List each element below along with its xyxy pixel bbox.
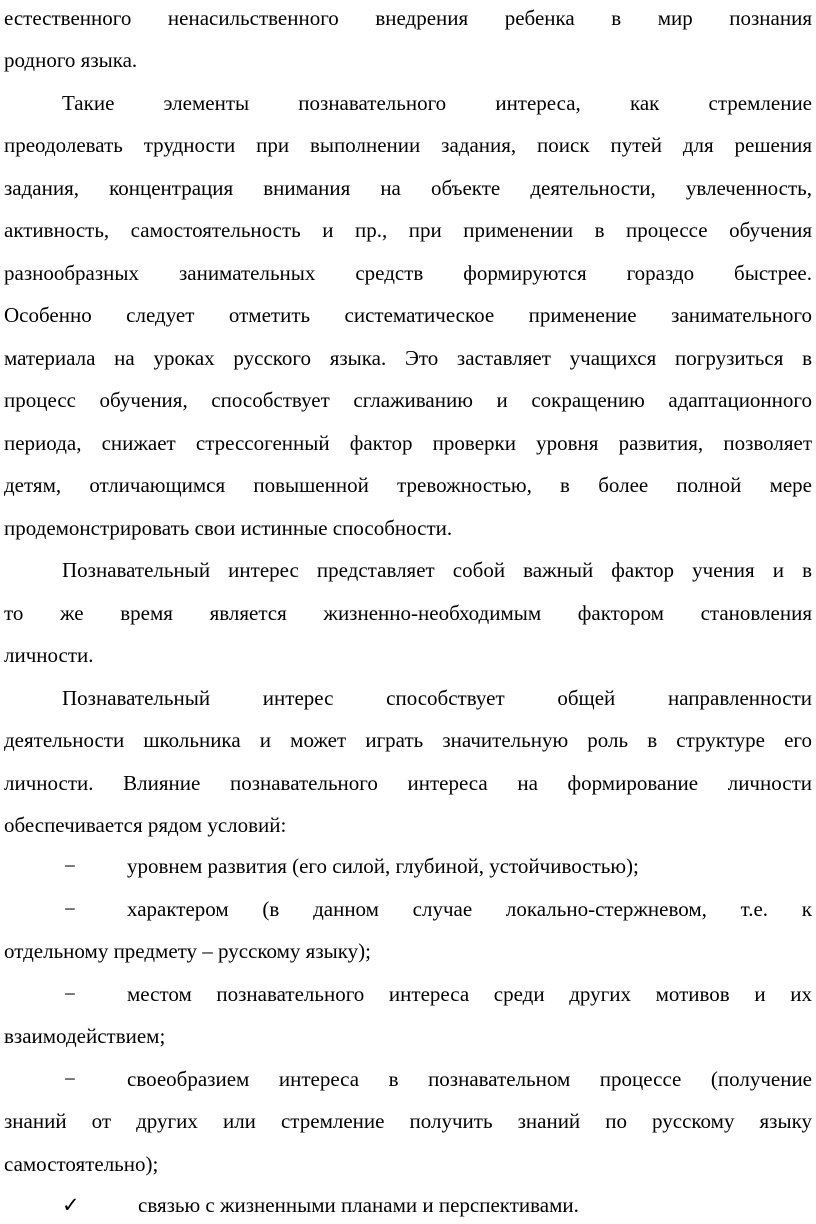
list-item: своеобразием интереса в познавательном процессе (получение: [127, 1067, 812, 1091]
paragraph-line: родного языка.: [4, 48, 138, 72]
list-item-continuation: самостоятельно);: [4, 1152, 159, 1176]
checkmark-icon: ✓: [62, 1193, 80, 1217]
list-item: характером (в данном случае локально-стержневом, т.е. к: [127, 897, 812, 921]
list-item: уровнем развития (его силой, глубиной, устойчивостью);: [127, 854, 639, 878]
dash-bullet-icon: −: [64, 1067, 76, 1091]
list-item-continuation: отдельному предмету – русскому языку);: [4, 939, 371, 963]
paragraph-line: Такие элементы познавательного интереса, как стремление: [62, 91, 812, 115]
paragraph-line: материала на уроках русского языка. Это заставляет учащихся погрузиться в: [4, 346, 812, 370]
paragraph-line: деятельности школьника и может играть значительную роль в структуре его: [4, 728, 812, 752]
dash-bullet-icon: −: [64, 854, 76, 878]
paragraph-line: продемонстрировать свои истинные способности.: [4, 516, 453, 540]
paragraph-line: личности. Влияние познавательного интереса на формирование личности: [4, 771, 812, 795]
dash-bullet-icon: −: [64, 982, 76, 1006]
paragraph-line: разнообразных занимательных средств формируются гораздо быстрее.: [4, 261, 812, 285]
list-item-continuation: знаний от других или стремление получить знаний по русскому языку: [4, 1109, 812, 1133]
list-item-continuation: взаимодействием;: [4, 1024, 166, 1048]
paragraph-line: Познавательный интерес способствует общей направленности: [62, 686, 812, 710]
paragraph-line: естественного ненасильственного внедрения ребенка в мир познания: [4, 6, 812, 30]
paragraph-line: задания, концентрация внимания на объекте деятельности, увлеченность,: [4, 176, 812, 200]
paragraph-line: преодолевать трудности при выполнении задания, поиск путей для решения: [4, 133, 812, 157]
check-list-item: связью с жизненными планами и перспективами.: [138, 1193, 579, 1217]
paragraph-line: детям, отличающимся повышенной тревожностью, в более полной мере: [4, 473, 812, 497]
paragraph-line: активность, самостоятельность и пр., при применении в процессе обучения: [4, 218, 812, 242]
paragraph-line: Познавательный интерес представляет собой важный фактор учения и в: [62, 558, 812, 582]
list-item: местом познавательного интереса среди других мотивов и их: [127, 982, 812, 1006]
paragraph-line: периода, снижает стрессогенный фактор проверки уровня развития, позволяет: [4, 431, 812, 455]
paragraph-line: процесс обучения, способствует сглаживанию и сокращению адаптационного: [4, 388, 812, 412]
paragraph-line: Особенно следует отметить систематическое применение занимательного: [4, 303, 812, 327]
paragraph-line: обеспечивается рядом условий:: [4, 813, 287, 837]
paragraph-line: личности.: [4, 643, 94, 667]
paragraph-line: то же время является жизненно-необходимым фактором становления: [4, 601, 812, 625]
dash-bullet-icon: −: [64, 897, 76, 921]
